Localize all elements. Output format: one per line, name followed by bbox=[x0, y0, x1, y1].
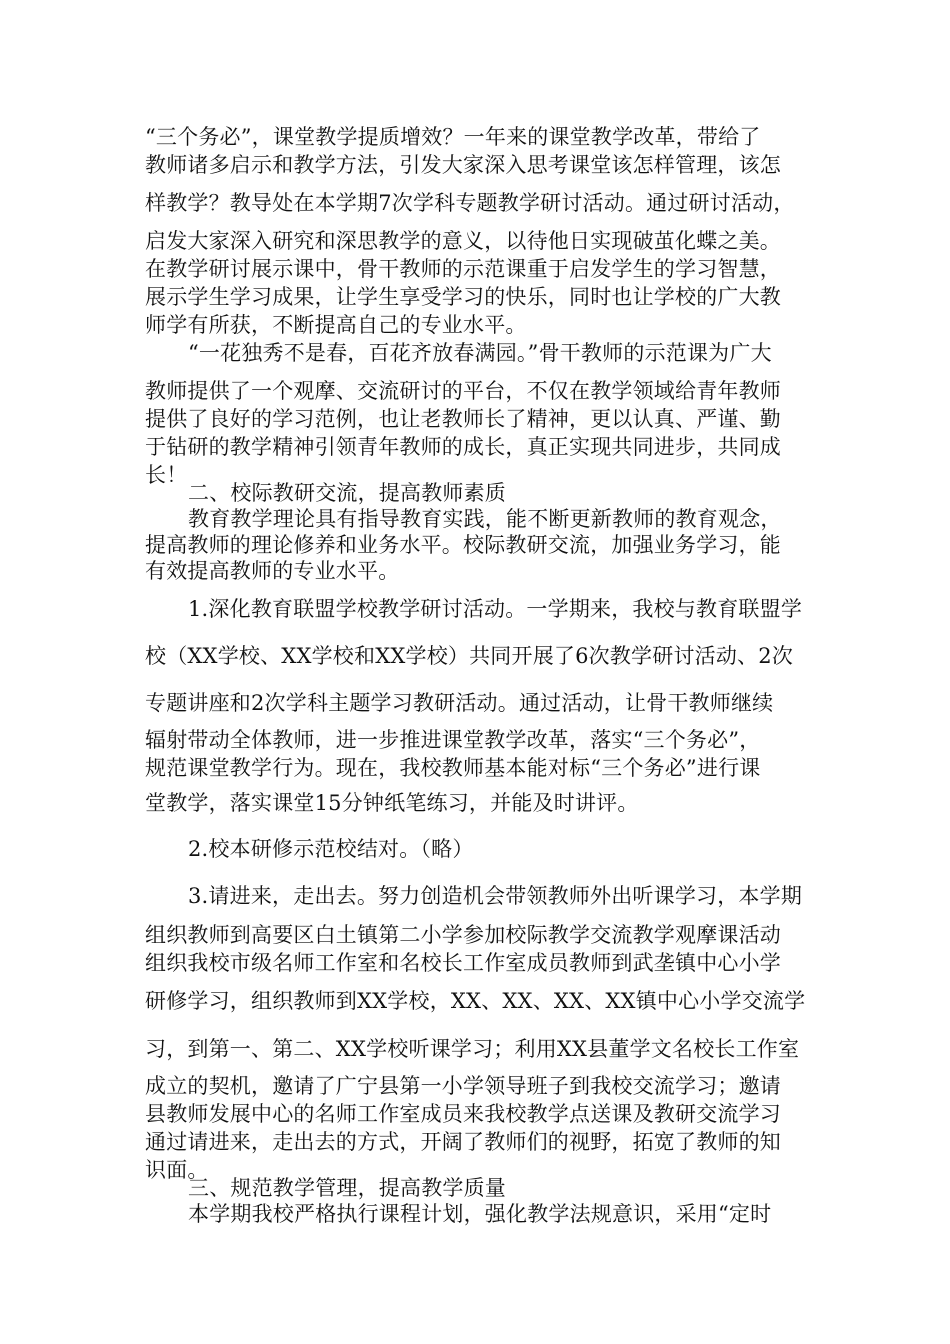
text-line: 教师诸多启示和教学方法，引发大家深入思考课堂该怎样管理，该怎 bbox=[145, 153, 781, 177]
text-line: 专题讲座和2次学科主题学习教研活动。通过活动，让骨干教师继续 bbox=[145, 691, 774, 715]
text-line: 研修学习，组织教师到XX学校，XX、XX、XX、XX镇中心小学交流学 bbox=[145, 989, 806, 1013]
text-line: 规范课堂教学行为。现在，我校教师基本能对标“三个务必”进行课 bbox=[145, 756, 761, 780]
text-line: 习，到第一、第二、XX学校听课学习；利用XX县董学文名校长工作室 bbox=[145, 1037, 800, 1061]
text-line: 有效提高教师的专业水平。 bbox=[145, 559, 400, 583]
text-line: 样教学？教导处在本学期7次学科专题教学研讨活动。通过研讨活动， bbox=[145, 191, 795, 215]
paragraph-first-line: “一花独秀不是春，百花齐放春满园。”骨干教师的示范课为广大 bbox=[188, 341, 772, 365]
text-line: 组织我校市级名师工作室和名校长工作室成员教师到武垄镇中心小学 bbox=[145, 951, 781, 975]
text-line: 提供了良好的学习范例，也让老教师长了精神，更以认真、严谨、勤 bbox=[145, 407, 781, 431]
section-heading: 三、规范教学管理，提高教学质量 bbox=[188, 1176, 506, 1200]
text-line: 于钻研的教学精神引领青年教师的成长，真正实现共同进步，共同成 bbox=[145, 435, 781, 459]
text-line: 师学有所获，不断提高自己的专业水平。 bbox=[145, 313, 527, 337]
text-line: 堂教学，落实课堂15分钟纸笔练习，并能及时讲评。 bbox=[145, 791, 639, 815]
text-line: 在教学研讨展示课中，骨干教师的示范课重于启发学生的学习智慧， bbox=[145, 257, 781, 281]
section-heading: 二、校际教研交流，提高教师素质 bbox=[188, 481, 506, 505]
text-line: 辐射带动全体教师，进一步推进课堂教学改革，落实“三个务必”， bbox=[145, 728, 761, 752]
paragraph-first-line: 教育教学理论具有指导教育实践，能不断更新教师的教育观念， bbox=[188, 507, 782, 531]
text-line: 提高教师的理论修养和业务水平。校际教研交流，加强业务学习，能 bbox=[145, 533, 781, 557]
text-line: 识面。 bbox=[145, 1158, 209, 1182]
text-line: 通过请进来，走出去的方式，开阔了教师们的视野，拓宽了教师的知 bbox=[145, 1130, 781, 1154]
text-line: 县教师发展中心的名师工作室成员来我校教学点送课及教研交流学习 bbox=[145, 1102, 781, 1126]
paragraph-first-line: 3.请进来，走出去。努力创造机会带领教师外出听课学习，本学期 bbox=[188, 884, 803, 908]
paragraph-first-line: 本学期我校严格执行课程计划，强化教学法规意识，采用“定时 bbox=[188, 1202, 772, 1226]
text-line: “三个务必”，课堂教学提质增效？一年来的课堂教学改革，带给了 bbox=[145, 125, 761, 149]
text-line: 成立的契机，邀请了广宁县第一小学领导班子到我校交流学习；邀请 bbox=[145, 1074, 781, 1098]
paragraph-first-line: 1.深化教育联盟学校教学研讨活动。一学期来，我校与教育联盟学 bbox=[188, 597, 803, 621]
paragraph-first-line: 2.校本研修示范校结对。（略） bbox=[188, 837, 474, 861]
text-line: 组织教师到高要区白土镇第二小学参加校际教学交流教学观摩课活动 bbox=[145, 923, 781, 947]
text-line: 启发大家深入研究和深思教学的意义，以待他日实现破茧化蝶之美。 bbox=[145, 229, 781, 253]
text-line: 教师提供了一个观摩、交流研讨的平台，不仅在教学领域给青年教师 bbox=[145, 379, 781, 403]
text-line: 校（XX学校、XX学校和XX学校）共同开展了6次教学研讨活动、2次 bbox=[145, 644, 794, 668]
text-line: 展示学生学习成果，让学生享受学习的快乐，同时也让学校的广大教 bbox=[145, 285, 781, 309]
text-line: 长！ bbox=[145, 463, 188, 487]
